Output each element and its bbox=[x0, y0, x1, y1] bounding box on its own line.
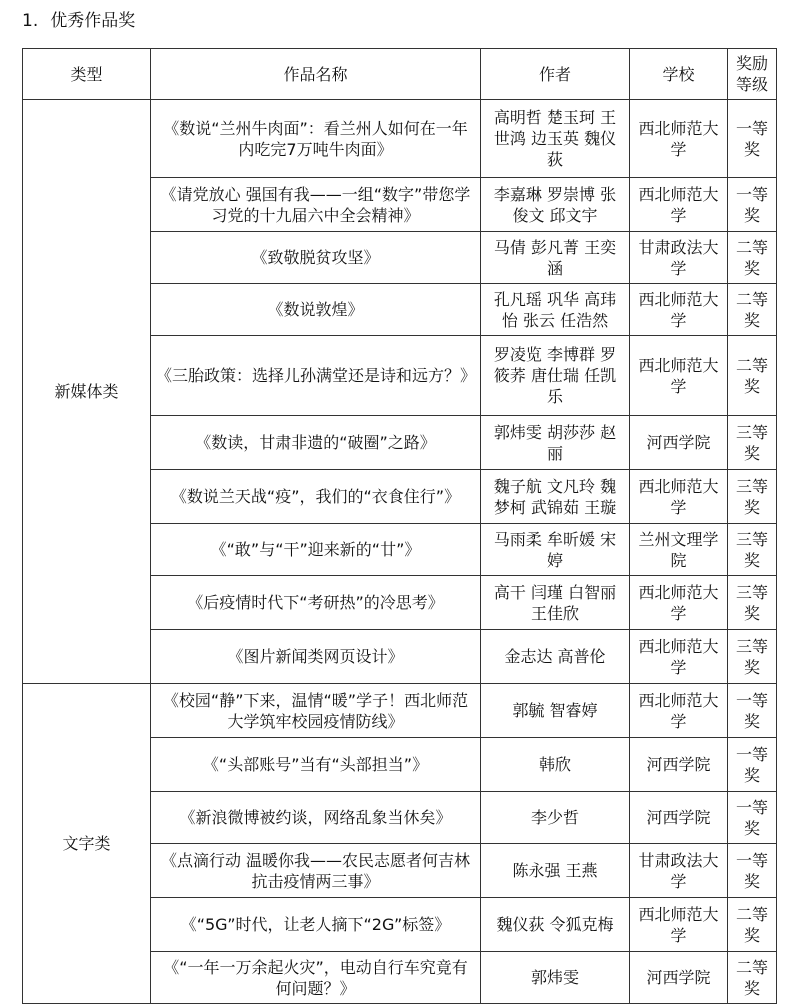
title-cell: 《新浪微博被约谈，网络乱象当休矣》 bbox=[151, 792, 481, 844]
school-cell: 西北师范大学 bbox=[630, 284, 728, 336]
award-cell: 一等奖 bbox=[728, 844, 777, 898]
authors-cell: 魏仪荻 令狐克梅 bbox=[481, 898, 630, 952]
authors-cell: 韩欣 bbox=[481, 738, 630, 792]
authors-cell: 陈永强 王燕 bbox=[481, 844, 630, 898]
award-cell: 一等奖 bbox=[728, 792, 777, 844]
school-cell: 西北师范大学 bbox=[630, 178, 728, 232]
authors-cell: 李少哲 bbox=[481, 792, 630, 844]
title-cell: 《数说敦煌》 bbox=[151, 284, 481, 336]
award-cell: 二等奖 bbox=[728, 284, 777, 336]
table-body bbox=[23, 100, 777, 1004]
award-cell: 一等奖 bbox=[728, 684, 777, 738]
authors-cell: 孔凡瑶 巩华 高玮怡 张云 任浩然 bbox=[481, 284, 630, 336]
authors-cell: 李嘉琳 罗崇博 张俊文 邱文宇 bbox=[481, 178, 630, 232]
school-cell: 河西学院 bbox=[630, 792, 728, 844]
school-cell: 兰州文理学院 bbox=[630, 524, 728, 576]
school-cell: 河西学院 bbox=[630, 416, 728, 470]
section-heading bbox=[22, 8, 135, 34]
award-cell: 一等奖 bbox=[728, 100, 777, 178]
school-cell: 西北师范大学 bbox=[630, 470, 728, 524]
school-cell: 西北师范大学 bbox=[630, 684, 728, 738]
award-cell: 三等奖 bbox=[728, 524, 777, 576]
section-number: 1. bbox=[22, 11, 39, 31]
title-cell: 《“一年一万余起火灾”，电动自行车究竟有何问题？》 bbox=[151, 952, 481, 1004]
table-row bbox=[23, 100, 777, 178]
authors-cell: 郭炜雯 bbox=[481, 952, 630, 1004]
school-cell: 河西学院 bbox=[630, 952, 728, 1004]
title-cell: 《数说兰天战“疫”，我们的“衣食住行”》 bbox=[151, 470, 481, 524]
authors-cell: 罗凌览 李博群 罗筱荞 唐仕瑞 任凯乐 bbox=[481, 336, 630, 416]
award-cell: 二等奖 bbox=[728, 232, 777, 284]
title-cell: 《“头部账号”当有“头部担当”》 bbox=[151, 738, 481, 792]
title-cell: 《致敬脱贫攻坚》 bbox=[151, 232, 481, 284]
header-award-line: 等级 bbox=[735, 75, 768, 94]
table-row bbox=[23, 684, 777, 738]
category-cell: 文字类 bbox=[23, 684, 151, 1004]
awards-table bbox=[22, 48, 777, 1004]
title-cell: 《“敢”与“干”迎来新的“廿”》 bbox=[151, 524, 481, 576]
title-cell: 《数说“兰州牛肉面”：看兰州人如何在一年内吃完7万吨牛肉面》 bbox=[151, 100, 481, 178]
authors-cell: 高明哲 楚玉珂 王世鸿 边玉英 魏仪荻 bbox=[481, 100, 630, 178]
title-cell: 《后疫情时代下“考研热”的冷思考》 bbox=[151, 576, 481, 630]
school-cell: 甘肃政法大学 bbox=[630, 844, 728, 898]
award-cell: 三等奖 bbox=[728, 416, 777, 470]
school-cell: 甘肃政法大学 bbox=[630, 232, 728, 284]
school-cell: 西北师范大学 bbox=[630, 898, 728, 952]
authors-cell: 马雨柔 牟昕媛 宋婷 bbox=[481, 524, 630, 576]
title-cell: 《图片新闻类网页设计》 bbox=[151, 630, 481, 684]
title-cell: 《“5G”时代，让老人摘下“2G”标签》 bbox=[151, 898, 481, 952]
school-cell: 西北师范大学 bbox=[630, 100, 728, 178]
title-cell: 《数读，甘肃非遗的“破圈”之路》 bbox=[151, 416, 481, 470]
title-cell: 《三胎政策：选择儿孙满堂还是诗和远方？》 bbox=[151, 336, 481, 416]
header-school: 学校 bbox=[630, 49, 728, 100]
header-award-line: 奖励 bbox=[735, 54, 768, 73]
authors-cell: 金志达 高普伦 bbox=[481, 630, 630, 684]
section-title: 优秀作品奖 bbox=[50, 11, 136, 31]
category-cell: 新媒体类 bbox=[23, 100, 151, 684]
title-cell: 《请党放心 强国有我——一组“数字”带您学习党的十九届六中全会精神》 bbox=[151, 178, 481, 232]
header-type: 类型 bbox=[23, 49, 151, 100]
authors-cell: 高干 闫瑾 白智丽 王佳欣 bbox=[481, 576, 630, 630]
header-award bbox=[728, 49, 777, 100]
award-cell: 二等奖 bbox=[728, 898, 777, 952]
title-cell: 《校园“静”下来，温情“暖”学子！西北师范大学筑牢校园疫情防线》 bbox=[151, 684, 481, 738]
authors-cell: 郭炜雯 胡莎莎 赵丽 bbox=[481, 416, 630, 470]
award-cell: 一等奖 bbox=[728, 178, 777, 232]
award-cell: 三等奖 bbox=[728, 470, 777, 524]
header-title: 作品名称 bbox=[151, 49, 481, 100]
header-row bbox=[23, 49, 777, 100]
award-cell: 二等奖 bbox=[728, 336, 777, 416]
award-cell: 三等奖 bbox=[728, 630, 777, 684]
authors-cell: 魏子航 文凡玲 魏梦柯 武锦茹 王璇 bbox=[481, 470, 630, 524]
title-cell: 《点滴行动 温暖你我——农民志愿者何吉林抗击疫情两三事》 bbox=[151, 844, 481, 898]
header-author: 作者 bbox=[481, 49, 630, 100]
school-cell: 西北师范大学 bbox=[630, 336, 728, 416]
school-cell: 西北师范大学 bbox=[630, 630, 728, 684]
authors-cell: 马倩 彭凡菁 王奕涵 bbox=[481, 232, 630, 284]
award-cell: 二等奖 bbox=[728, 952, 777, 1004]
authors-cell: 郭毓 智睿婷 bbox=[481, 684, 630, 738]
award-cell: 三等奖 bbox=[728, 576, 777, 630]
school-cell: 河西学院 bbox=[630, 738, 728, 792]
award-cell: 一等奖 bbox=[728, 738, 777, 792]
school-cell: 西北师范大学 bbox=[630, 576, 728, 630]
